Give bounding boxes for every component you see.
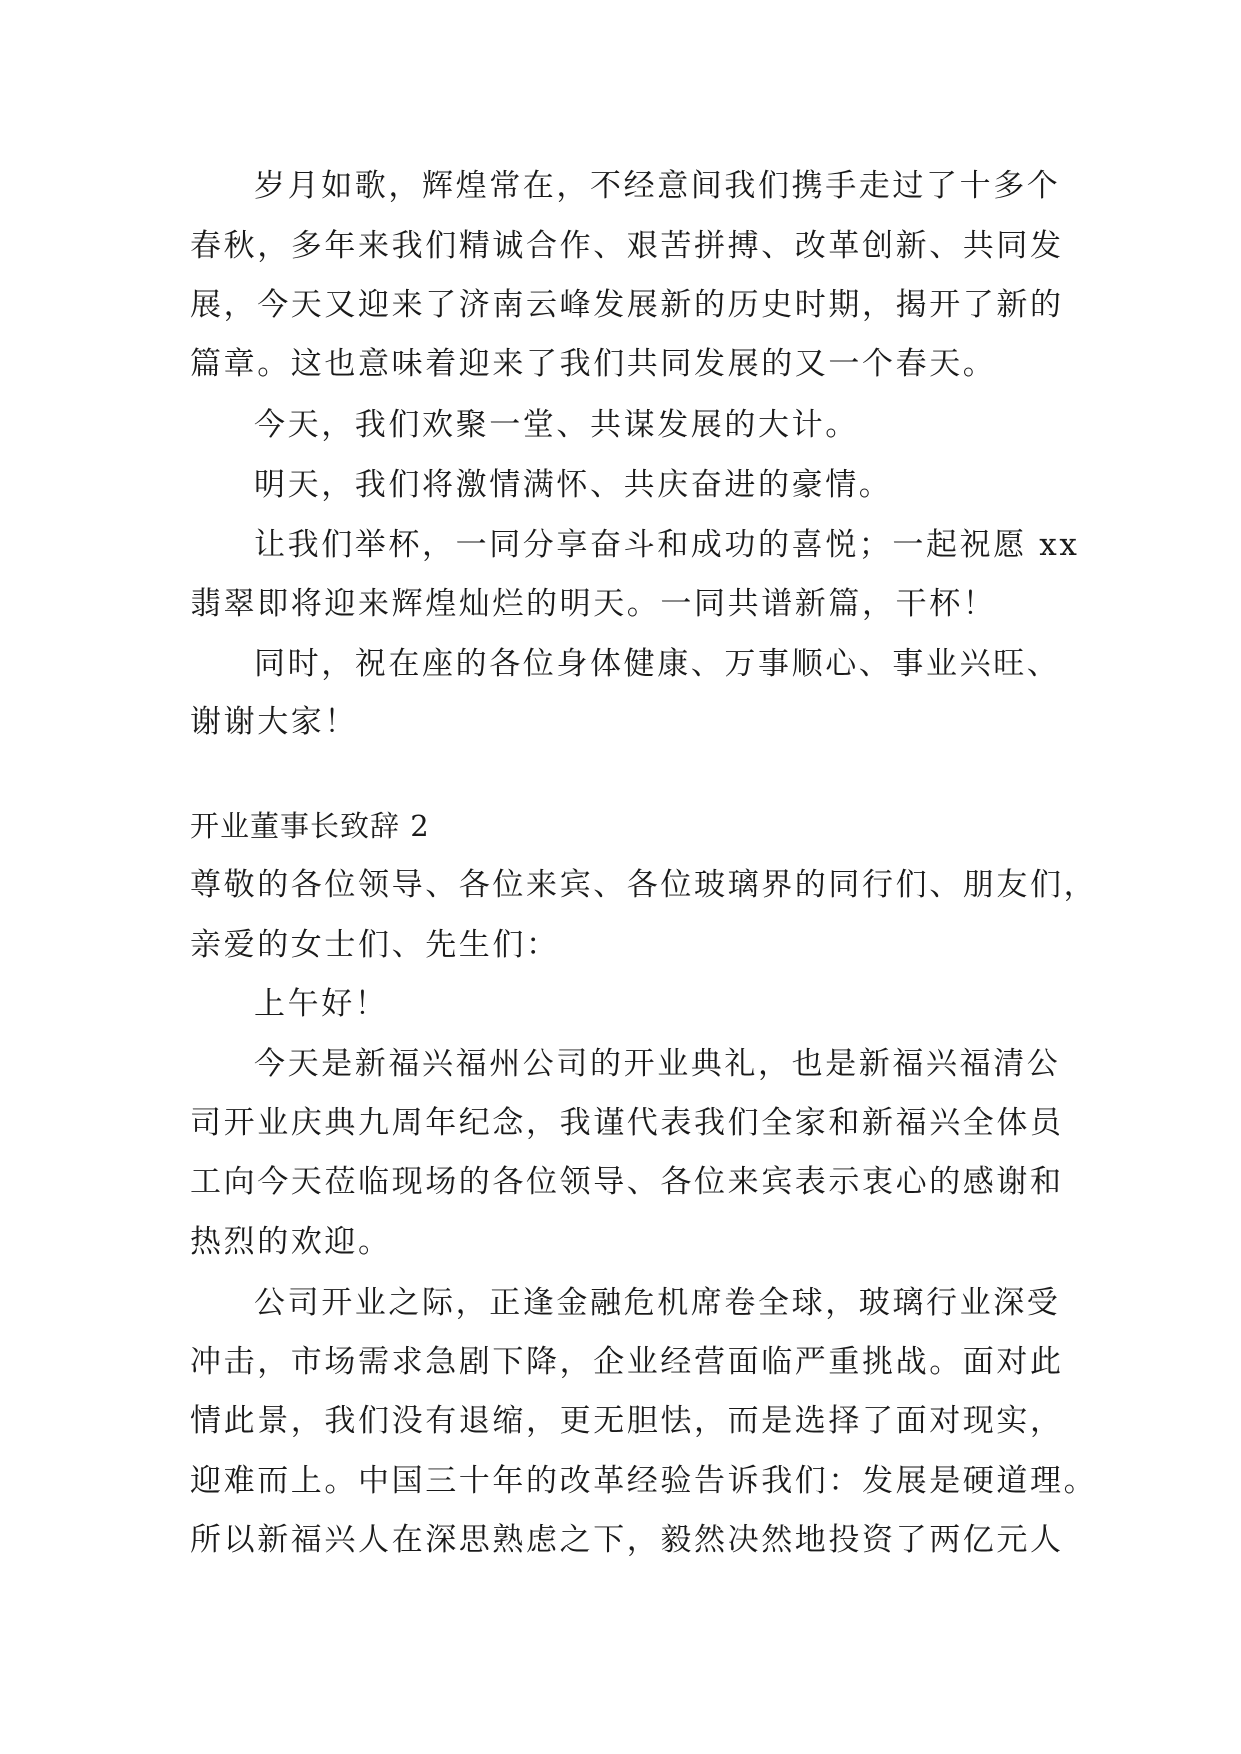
paragraph-line: 司开业庆典九周年纪念，我谨代表我们全家和新福兴全体员 — [190, 1105, 1064, 1141]
paragraph-line: 谢谢大家！ — [190, 704, 358, 740]
paragraph-line: 工向今天莅临现场的各位领导、各位来宾表示衷心的感谢和 — [190, 1164, 1064, 1200]
paragraph-line: 尊敬的各位领导、各位来宾、各位玻璃界的同行们、朋友们， — [190, 867, 1098, 903]
paragraph-line: 亲爱的女士们、先生们： — [190, 927, 560, 963]
paragraph-line: 迎难而上。中国三十年的改革经验告诉我们：发展是硬道理。 — [190, 1463, 1098, 1499]
paragraph-line: 同时，祝在座的各位身体健康、万事顺心、事业兴旺、 — [254, 646, 1061, 682]
paragraph-line: 今天，我们欢聚一堂、共谋发展的大计。 — [254, 407, 859, 443]
paragraph-line: 让我们举杯，一同分享奋斗和成功的喜悦；一起祝愿 xx — [254, 527, 1080, 563]
paragraph-line: 上午好！ — [254, 986, 389, 1022]
paragraph-line: 明天，我们将激情满怀、共庆奋进的豪情。 — [254, 467, 893, 503]
paragraph-line: 篇章。这也意味着迎来了我们共同发展的又一个春天。 — [190, 346, 997, 382]
paragraph-line: 冲击，市场需求急剧下降，企业经营面临严重挑战。面对此 — [190, 1344, 1064, 1380]
paragraph-line: 春秋，多年来我们精诚合作、艰苦拼搏、改革创新、共同发 — [190, 228, 1064, 264]
paragraph-line: 情此景，我们没有退缩，更无胆怯，而是选择了面对现实， — [190, 1403, 1064, 1439]
paragraph-line: 展，今天又迎来了济南云峰发展新的历史时期，揭开了新的 — [190, 287, 1064, 323]
paragraph-line: 热烈的欢迎。 — [190, 1224, 392, 1260]
paragraph-line: 所以新福兴人在深思熟虑之下，毅然决然地投资了两亿元人 — [190, 1522, 1064, 1558]
paragraph-line: 翡翠即将迎来辉煌灿烂的明天。一同共谱新篇，干杯！ — [190, 586, 997, 622]
paragraph-line: 岁月如歌，辉煌常在，不经意间我们携手走过了十多个 — [254, 168, 1061, 204]
paragraph-line: 今天是新福兴福州公司的开业典礼，也是新福兴福清公 — [254, 1046, 1061, 1082]
paragraph-line: 公司开业之际，正逢金融危机席卷全球，玻璃行业深受 — [254, 1285, 1061, 1321]
section-title: 开业董事长致辞 2 — [190, 809, 430, 843]
